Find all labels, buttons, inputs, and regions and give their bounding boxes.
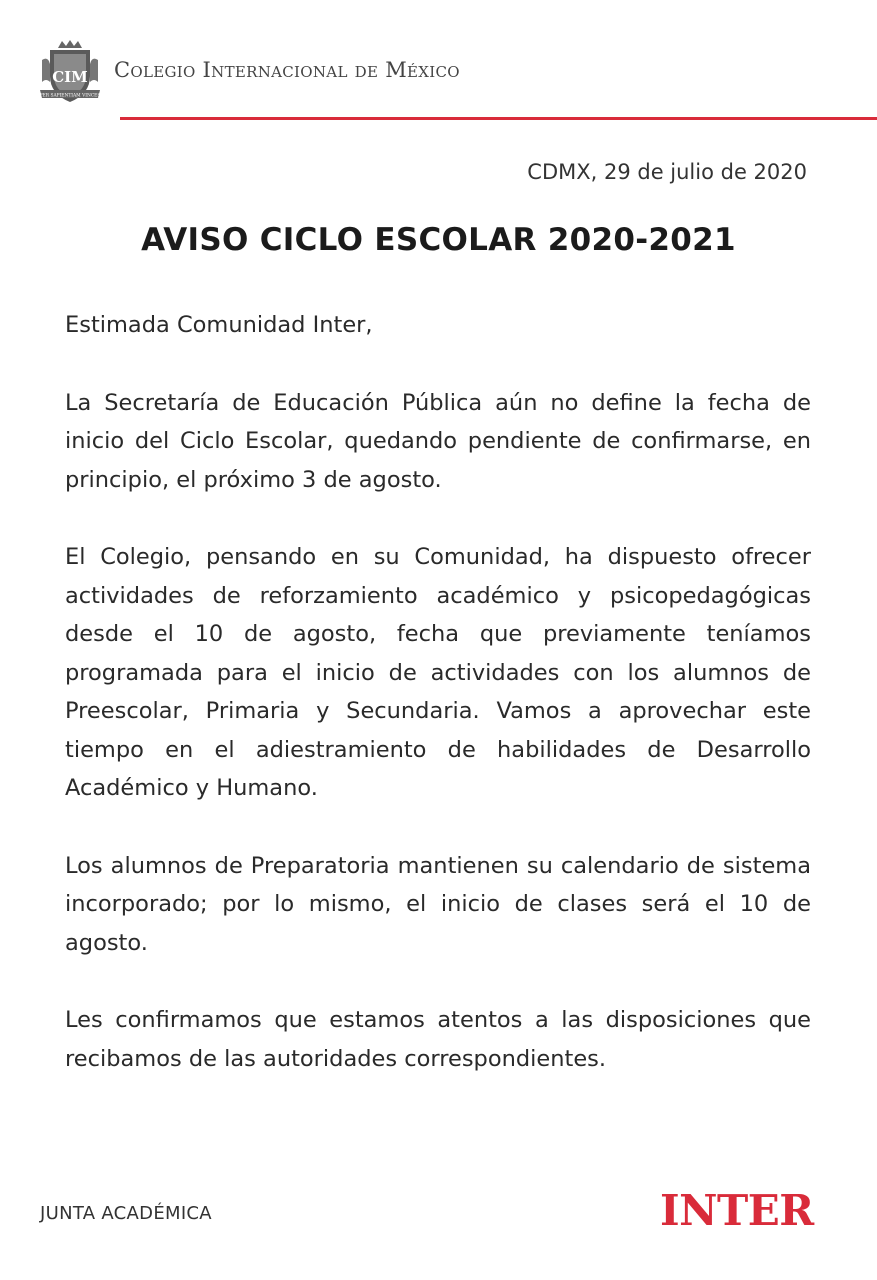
signature: JUNTA ACADÉMICA xyxy=(40,1203,212,1224)
inter-logo: INTER xyxy=(660,1186,814,1235)
paragraph-closing: Les confirmamos que estamos atentos a las disposiciones que recibamos de las autoridades correspondientes. xyxy=(65,1007,811,1072)
paragraph-preparatoria: Los alumnos de Preparatoria mantienen su calendario de sistema incorporado; por lo mismo, el inicio de clases será el 10 de agosto. xyxy=(65,852,811,956)
crest-monogram: CIM xyxy=(52,68,88,86)
school-crest-icon xyxy=(38,38,102,106)
page-title: AVISO CICLO ESCOLAR 2020-2021 xyxy=(141,222,736,258)
salutation: Estimada Comunidad Inter, xyxy=(65,312,373,338)
header-divider xyxy=(120,117,877,120)
paragraph-reinforcement-activities: El Colegio, pensando en su Comunidad, ha dispuesto ofrecer actividades de reforzamiento académico y psicopedagógicas desde el 10 de agosto, fecha que previamente teníamos programada para el inicio de actividades con los alumnos de Preescolar, Primaria y Secundaria. Vamos a aprovechar este tiempo en el adiestramiento de habilidades de Desarrollo Académico y Humano. xyxy=(65,544,811,801)
crest-motto: PER SAPIENTIAM VINCES xyxy=(39,93,101,99)
paragraph-sep-announcement: La Secretaría de Educación Pública aún no define la fecha de inicio del Ciclo Escolar, quedando pendiente de confirmarse, en principio, el próximo 3 de agosto. xyxy=(65,389,811,493)
school-name: Colegio Internacional de México xyxy=(114,58,460,82)
letter-body xyxy=(65,306,811,1117)
letter-date: CDMX, 29 de julio de 2020 xyxy=(527,160,807,184)
letterhead xyxy=(38,38,838,108)
